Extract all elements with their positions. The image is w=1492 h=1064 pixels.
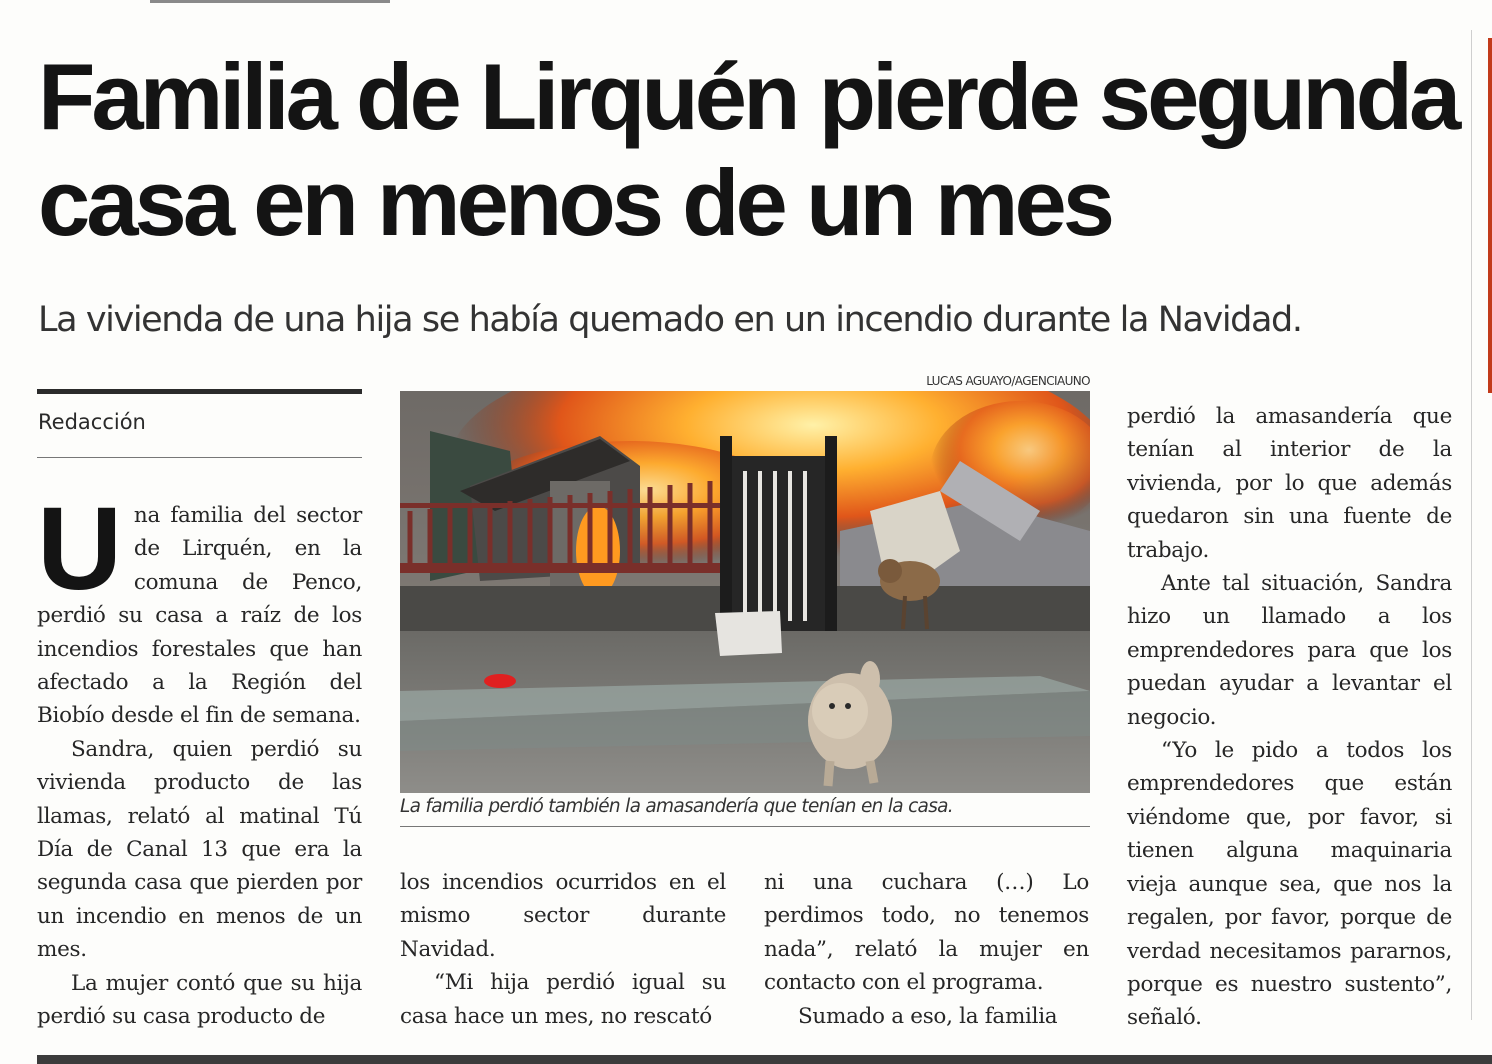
news-photo bbox=[400, 391, 1090, 793]
column-3 bbox=[764, 866, 1089, 1033]
byline: Redacción bbox=[38, 410, 146, 434]
paragraph-5-end: perdió la amasandería que tenían al interior de la vivienda, por lo que además quedaron sin una fuente de trabajo. bbox=[1127, 404, 1452, 563]
dropcap: U bbox=[37, 483, 122, 615]
bottom-bar bbox=[37, 1055, 1492, 1064]
subtitle: La vivienda de una hija se había quemado en un incendio durante la Navidad. bbox=[38, 300, 1302, 340]
side-accent-bar bbox=[1488, 38, 1492, 393]
column-2 bbox=[400, 866, 726, 1033]
column-4 bbox=[1127, 400, 1452, 1035]
byline-rule-thin bbox=[37, 457, 362, 458]
paragraph-1: na familia del sector de Lirquén, en la comuna de Penco, perdió su casa a raíz de los incendios forestales que han afectado a la Región del Biobío desde el fin de semana. bbox=[37, 503, 362, 729]
column-1 bbox=[37, 483, 362, 1034]
paragraph-6: Ante tal situación, Sandra hizo un llamado a los emprendedores para que los puedan ayudar a levantar el negocio. bbox=[1127, 571, 1452, 730]
side-column-rule bbox=[1471, 30, 1472, 1020]
photo-credit: LUCAS AGUAYO/AGENCIAUNO bbox=[926, 374, 1090, 388]
paragraph-4-start: “Mi hija perdió igual su casa hace un mes, no rescató bbox=[400, 970, 726, 1029]
byline-rule-thick bbox=[37, 389, 362, 394]
paragraph-5-start: Sumado a eso, la familia bbox=[798, 1003, 1058, 1029]
headline: Familia de Lirquén pierde segunda casa en menos de un mes bbox=[38, 44, 1458, 255]
photo-caption: La familia perdió también la amasandería que tenían en la casa. bbox=[400, 796, 953, 817]
paragraph-3-end: los incendios ocurridos en el mismo sector durante Navidad. bbox=[400, 870, 726, 962]
top-strip bbox=[150, 0, 390, 3]
paragraph-4-end: ni una cuchara (…) Lo perdimos todo, no tenemos nada”, relató la mujer en contacto con el programa. bbox=[764, 870, 1089, 996]
paragraph-7: “Yo le pido a todos los emprendedores que están viéndome que, por favor, si tienen alguna maquinaria vieja aunque sea, que nos la regalen, por favor, porque de verdad necesitamos pararnos, porque es nuestro sustento”, señaló. bbox=[1127, 738, 1452, 1031]
paragraph-3-start: La mujer contó que su hija perdió su casa producto de bbox=[37, 970, 362, 1030]
paragraph-2: Sandra, quien perdió su vivienda producto de las llamas, relató al matinal Tú Día de Canal 13 que era la segunda casa que pierden por un incendio en menos de un mes. bbox=[37, 736, 362, 963]
caption-rule bbox=[400, 826, 1090, 827]
